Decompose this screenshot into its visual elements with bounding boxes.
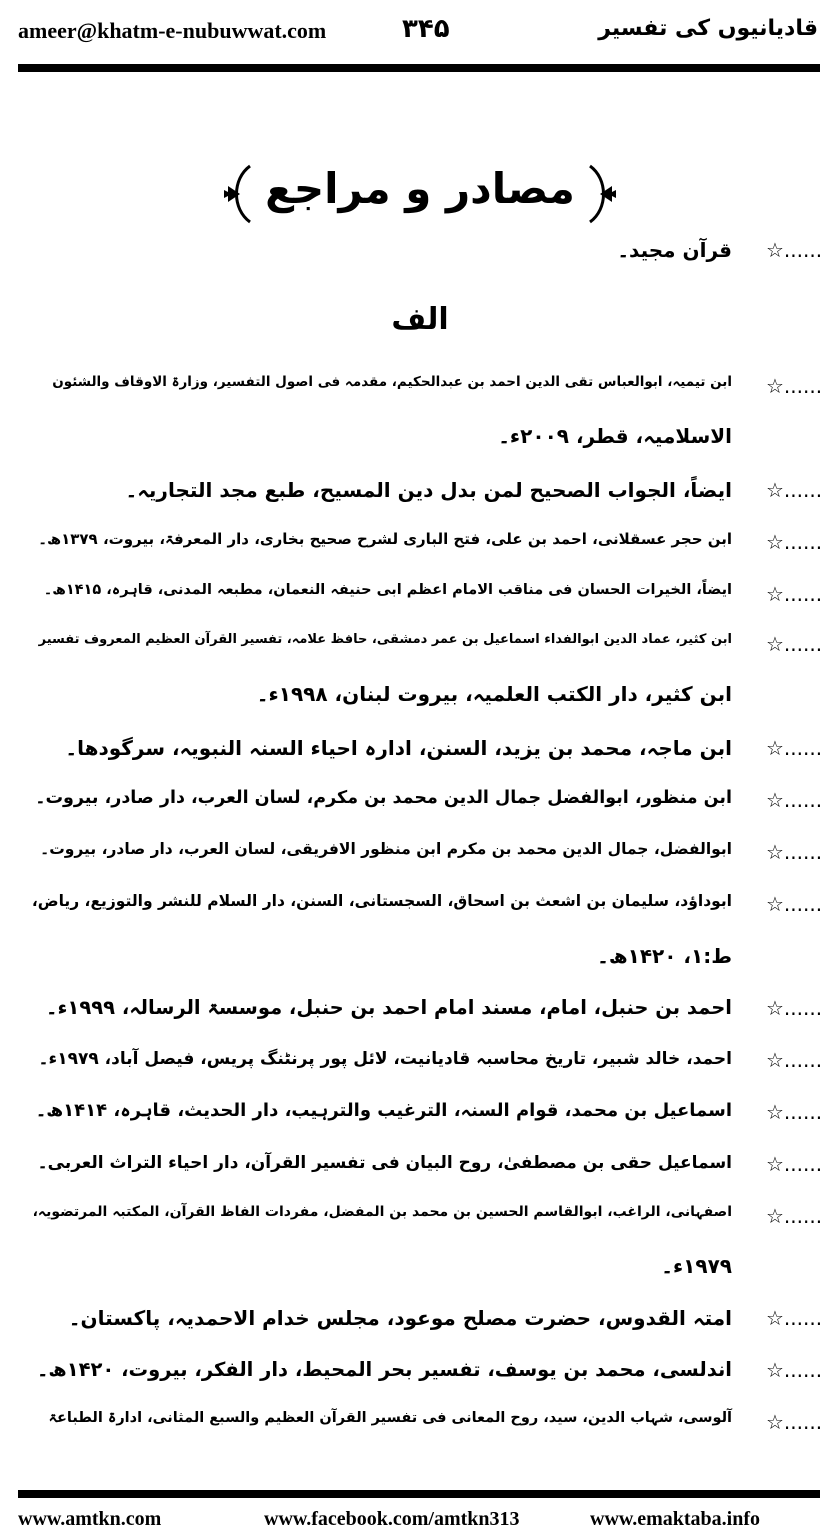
reference-text: ابن تیمیہ، ابوالعباس تقی الدین احمد بن عبدالحکیم، مقدمہ فی اصول التفسیر، وزارۃ الاوقاف والشئون (52, 374, 732, 390)
header-rule (18, 64, 820, 72)
star-bullet-icon: ☆...... (766, 582, 823, 606)
star-bullet-icon: ☆...... (766, 892, 823, 916)
reference-entry (18, 1306, 823, 1336)
reference-entry (18, 1048, 823, 1078)
reference-entry (18, 1152, 823, 1182)
reference-entry (18, 582, 823, 612)
star-bullet-icon: ☆...... (766, 1358, 823, 1382)
reference-continuation (18, 682, 820, 712)
reference-text: امتہ القدوس، حضرت مصلح موعود، مجلس خدام الاحمدیہ، پاکستان۔ (68, 1306, 732, 1330)
star-bullet-icon: ☆...... (766, 1048, 823, 1072)
section-heading: الف (391, 302, 449, 337)
ornament-right-icon (588, 164, 618, 224)
reference-text: ایضاً، الجواب الصحیح لمن بدل دین المسیح، طبع مجد التجاریہ۔ (125, 478, 732, 502)
star-bullet-icon: ☆...... (766, 238, 823, 262)
star-bullet-icon: ☆...... (766, 840, 823, 864)
reference-text: ابن حجر عسقلانی، احمد بن علی، فتح الباری لشرح صحیح بخاری، دار المعرفۃ، بیروت، ۱۳۷۹ھ۔ (38, 530, 732, 548)
reference-text-continued: ۱۹۷۹ء۔ (661, 1254, 732, 1278)
reference-entry (18, 1410, 823, 1440)
header-email: ameer@khatm-e-nubuwwat.com (18, 18, 327, 43)
star-bullet-icon: ☆...... (766, 1204, 823, 1228)
reference-text: احمد، خالد شبیر، تاریخ محاسبہ قادیانیت، لائل پور پرنٹنگ پریس، فیصل آباد، ۱۹۷۹ء۔ (38, 1049, 732, 1069)
reference-text-continued: ط:۱، ۱۴۲۰ھ۔ (597, 944, 732, 968)
reference-text: ایضاً، الخیرات الحسان فی مناقب الامام اعظم ابی حنیفہ النعمان، مطبعہ المدنی، قاہرہ، ۱۴۱۵ھ۔ (43, 582, 732, 598)
reference-text: ابن کثیر، عماد الدین ابوالفداء اسماعیل بن عمر دمشقی، حافظ علامہ، تفسیر القرآن العظیم المعروف تفسیر (38, 632, 732, 647)
reference-entry (18, 1204, 823, 1234)
reference-continuation (18, 944, 820, 974)
page-header (18, 14, 818, 54)
star-bullet-icon: ☆...... (766, 1410, 823, 1434)
title-banner (0, 160, 840, 230)
reference-text: ابوالفضل، جمال الدین محمد بن مکرم ابن منظور الافریقی، لسان العرب، دار صادر، بیروت۔ (40, 840, 732, 858)
reference-entry (18, 374, 823, 404)
reference-text: احمد بن حنبل، امام، مسند امام احمد بن حنبل، موسسۃ الرسالہ، ۱۹۹۹ء۔ (46, 996, 732, 1019)
footer-rule (18, 1490, 820, 1498)
reference-text: ابوداؤد، سلیمان بن اشعث بن اسحاق، السجستانی، السنن، دار السلام للنشر والتوزیع، ریاض، (31, 892, 732, 910)
reference-text: اندلسی، محمد بن یوسف، تفسیر بحر المحیط، دار الفکر، بیروت، ۱۴۲۰ھ۔ (36, 1358, 732, 1381)
main-title: مصادر و مراجع (265, 164, 575, 213)
reference-entry (18, 530, 823, 560)
reference-entry (18, 1358, 823, 1388)
star-bullet-icon: ☆...... (766, 632, 823, 656)
reference-text: ابن منظور، ابوالفضل جمال الدین محمد بن مکرم، لسان العرب، دار صادر، بیروت۔ (35, 788, 732, 808)
reference-text: اسماعیل بن محمد، قوام السنہ، الترغیب والترہیب، دار الحدیث، قاہرہ، ۱۴۱۴ھ۔ (35, 1100, 732, 1121)
reference-entry (18, 840, 823, 870)
reference-entry (18, 996, 823, 1026)
reference-text-continued: الاسلامیہ، قطر، ۲۰۰۹ء۔ (498, 424, 732, 448)
book-title: قادیانیوں کی تفسیر (598, 16, 818, 41)
reference-entry (18, 736, 823, 766)
footer-right-url[interactable]: www.emaktaba.info (590, 1508, 761, 1530)
star-bullet-icon: ☆...... (766, 1152, 823, 1176)
reference-text-continued: ابن کثیر، دار الکتب العلمیہ، بیروت لبنان، ۱۹۹۸ء۔ (256, 682, 732, 706)
reference-entry (18, 788, 823, 818)
star-bullet-icon: ☆...... (766, 1100, 823, 1124)
star-bullet-icon: ☆...... (766, 374, 823, 398)
reference-text: قرآن مجید۔ (617, 238, 732, 262)
reference-text: اصفہانی، الراغب، ابوالقاسم الحسین بن محمد بن المفضل، مفردات الفاظ القرآن، المکتبہ المرتضویہ، (32, 1204, 732, 1220)
star-bullet-icon: ☆...... (766, 1306, 823, 1330)
reference-continuation (18, 424, 820, 454)
reference-text: ابن ماجہ، محمد بن یزید، السنن، ادارہ احیاء السنہ النبویہ، سرگودھا۔ (65, 736, 732, 760)
page-number: ۳۴۵ (402, 14, 450, 44)
star-bullet-icon: ☆...... (766, 736, 823, 760)
star-bullet-icon: ☆...... (766, 478, 823, 502)
reference-entry (18, 478, 823, 508)
star-bullet-icon: ☆...... (766, 996, 823, 1020)
reference-entry (18, 632, 823, 662)
reference-text: آلوسی، شہاب الدین، سید، روح المعانی فی تفسیر القرآن العظیم والسبع المثانی، ادارۃ الطباعۃ (48, 1410, 732, 1426)
reference-continuation (18, 1254, 820, 1284)
reference-text: اسماعیل حقی بن مصطفیٰ، روح البیان فی تفسیر القرآن، دار احیاء التراث العربی۔ (37, 1153, 732, 1173)
star-bullet-icon: ☆...... (766, 530, 823, 554)
reference-entry (18, 1100, 823, 1130)
star-bullet-icon: ☆...... (766, 788, 823, 812)
footer-left-url[interactable]: www.amtkn.com (18, 1508, 162, 1530)
reference-entry (18, 238, 823, 268)
footer-center-url[interactable]: www.facebook.com/amtkn313 (264, 1508, 520, 1530)
reference-entry (18, 892, 823, 922)
